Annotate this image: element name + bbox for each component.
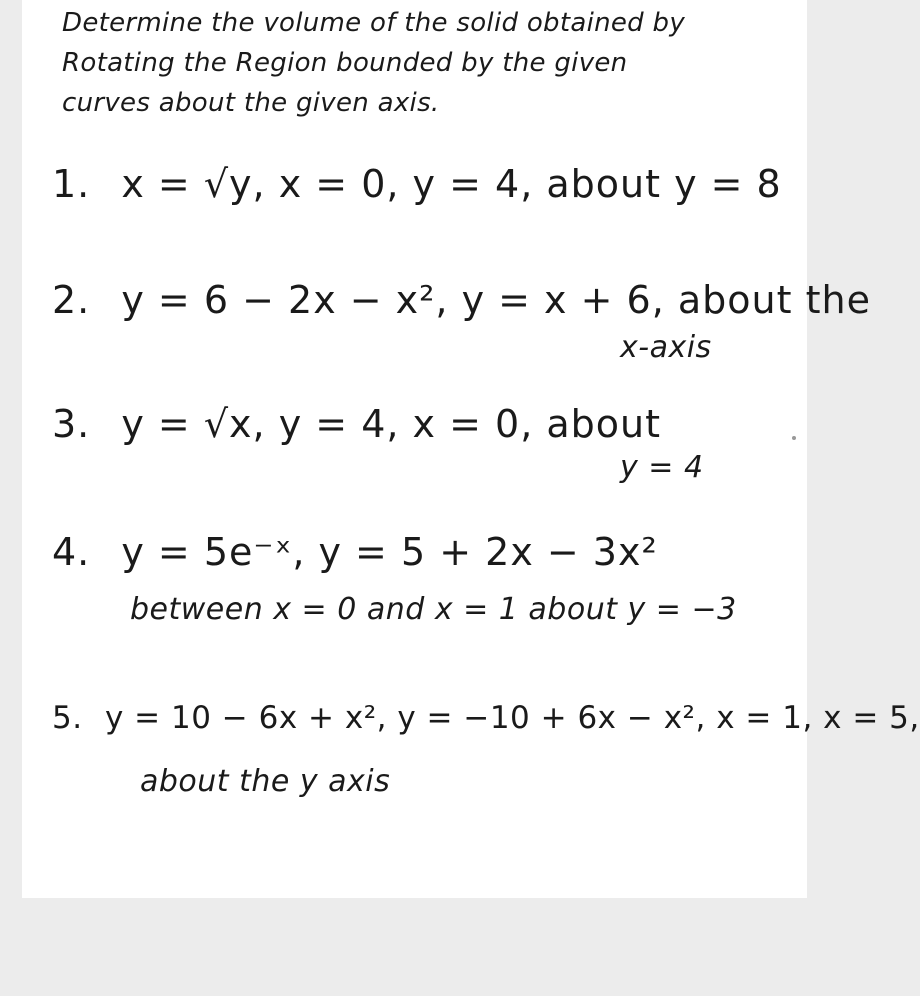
problem-2-equations: y = 6 − 2x − x², y = x + 6, about the: [121, 278, 871, 322]
problem-3-equations: y = √x, y = 4, x = 0, about: [121, 402, 661, 446]
stray-mark: [792, 436, 796, 440]
worksheet-page: [22, 0, 920, 898]
problem-1-number: 1.: [52, 162, 91, 206]
problem-3: [52, 402, 661, 446]
problem-2-number: 2.: [52, 278, 91, 322]
problem-4-number: 4.: [52, 530, 91, 574]
problem-2-continuation: x-axis: [620, 330, 712, 365]
problem-3-number: 3.: [52, 402, 91, 446]
problem-5: [52, 700, 920, 736]
problem-1: [52, 162, 782, 206]
intro-line-1: Determine the volume of the solid obtained by: [62, 8, 686, 38]
problem-5-continuation: about the y axis: [140, 764, 391, 799]
problem-4-equations: y = 5e⁻ˣ, y = 5 + 2x − 3x²: [121, 530, 658, 574]
problem-2: [52, 278, 871, 322]
problem-4-continuation: between x = 0 and x = 1 about y = −3: [130, 592, 737, 627]
problem-5-number: 5.: [52, 700, 83, 736]
problem-3-continuation: y = 4: [620, 450, 704, 485]
intro-line-2: Rotating the Region bounded by the given: [62, 48, 628, 78]
problem-4: [52, 530, 658, 574]
problem-1-equations: x = √y, x = 0, y = 4, about y = 8: [121, 162, 782, 206]
intro-line-3: curves about the given axis.: [62, 88, 440, 118]
problem-5-equations: y = 10 − 6x + x², y = −10 + 6x − x², x = 1, x = 5,: [104, 700, 920, 736]
